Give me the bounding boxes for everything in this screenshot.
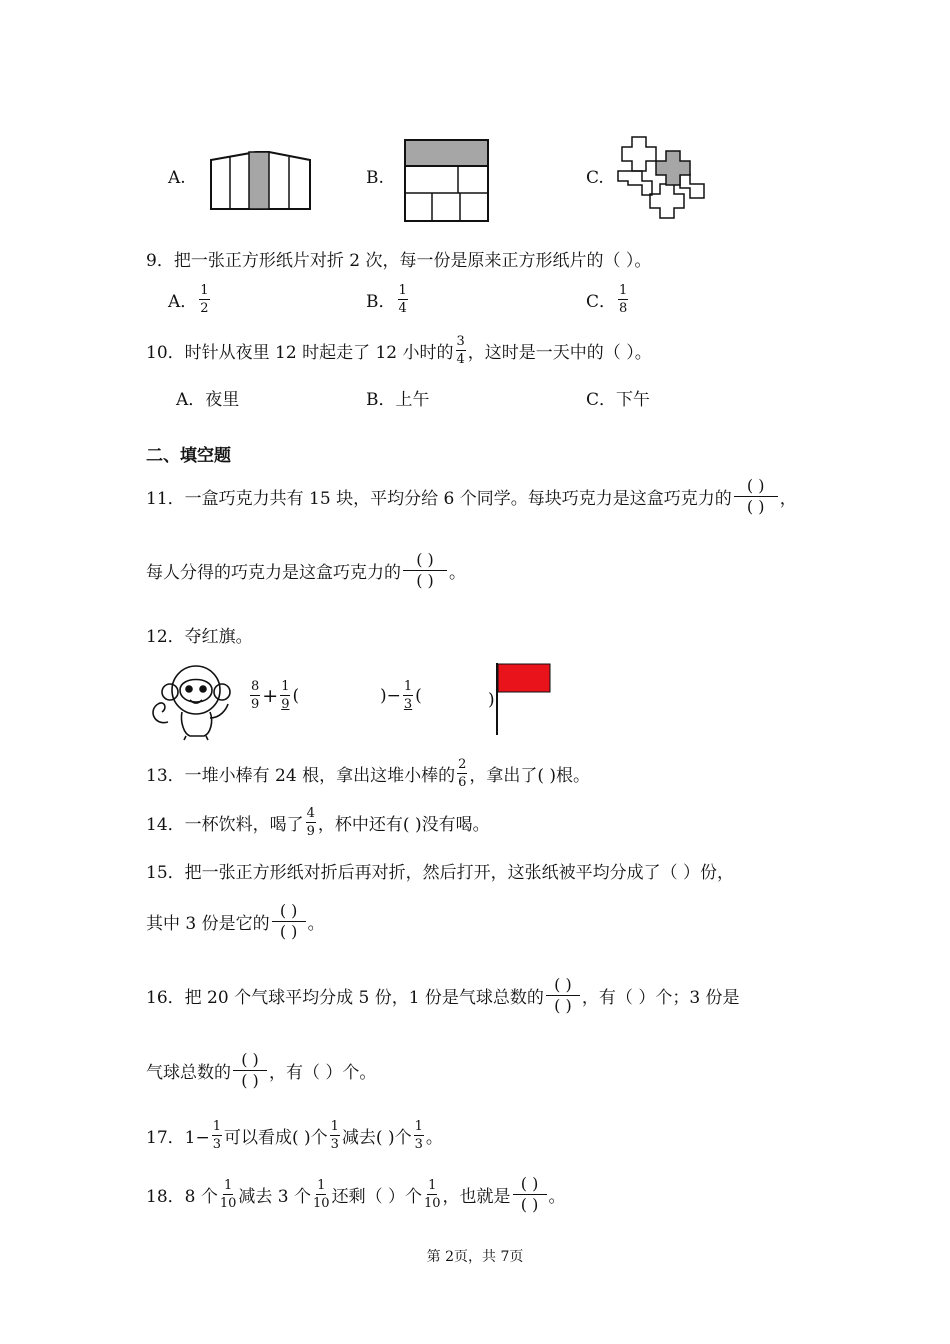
page-footer: 第 2页，共 7页 (426, 1249, 524, 1265)
question-16-line-2 (146, 1052, 376, 1089)
punctuation: 。 (449, 563, 466, 583)
q8-option-a-label: A. (168, 168, 186, 188)
question-10 (146, 335, 652, 366)
fraction-blank[interactable]: $\frac{( )}{( )}$ (272, 903, 306, 940)
fraction: $\frac{1}{4}$ (398, 283, 407, 316)
q18-text-5: 。 (548, 1187, 566, 1207)
minus-sign: − (386, 685, 401, 706)
section-heading: 二、填空题 (146, 446, 231, 466)
q12-equation-2 (380, 680, 422, 711)
fraction-blank[interactable]: $\frac{( )}{( )}$ (403, 552, 447, 589)
q9-option-b[interactable] (366, 284, 410, 315)
fraction: $\frac{1}{8}$ (619, 283, 628, 316)
q8-option-c-label: C. (586, 168, 604, 188)
q16-text-2-post: ，有（ ）个。 (269, 1063, 377, 1083)
q12-equation (248, 680, 299, 711)
q14-text-pre: 14．一杯饮料，喝了 (146, 815, 304, 835)
fraction: $\frac{1}{10}$ (313, 1178, 330, 1211)
q14-text-post: ，杯中还有( )没有喝。 (317, 815, 490, 835)
q9-option-a[interactable] (168, 284, 212, 315)
q18-text-1: 18．8 个 (146, 1187, 218, 1207)
paren-open: ( (292, 685, 300, 706)
q9-option-c[interactable] (586, 284, 630, 315)
question-17 (146, 1120, 443, 1151)
q8-option-b-label: B. (366, 168, 384, 188)
q8-figure-b (404, 139, 490, 223)
paren-close: ) (488, 690, 495, 710)
q10-text-post: ，这时是一天中的（ ）。 (467, 343, 652, 363)
q10-option-a[interactable]: A．夜里 (176, 390, 240, 410)
q8-figure-a (210, 150, 312, 212)
question-14 (146, 807, 490, 838)
question-16-line-1 (146, 977, 740, 1014)
fraction-blank[interactable]: $\frac{( )}{( )}$ (734, 478, 778, 515)
punctuation: ， (779, 489, 797, 509)
fraction-blank[interactable]: $\frac{( )}{( )}$ (233, 1052, 267, 1089)
fraction: $\frac{1}{3}$ (414, 1119, 423, 1152)
question-18 (146, 1176, 566, 1213)
red-flag-icon (496, 663, 552, 735)
q10-option-b[interactable]: B．上午 (366, 390, 430, 410)
paren-close: ) (380, 685, 387, 706)
q9-text: 9．把一张正方形纸片对折 2 次，每一份是原来正方形纸片的（ ）。 (146, 251, 652, 271)
punctuation: 。 (307, 914, 325, 934)
q8-figure-c (618, 136, 708, 224)
fraction: $\frac{1}{10}$ (219, 1178, 237, 1211)
q9-option-b-label: B． (366, 292, 396, 312)
fraction: $\frac{1}{10}$ (423, 1178, 441, 1211)
q18-text-3: 还剩（ ）个 (331, 1187, 422, 1207)
q16-text-2: 气球总数的 (146, 1063, 231, 1083)
question-15-line-1 (146, 858, 734, 883)
monkey-illustration (146, 660, 246, 740)
fraction: $\frac{4}{9}$ (306, 806, 315, 839)
question-13 (146, 758, 590, 789)
q15-text: 15．把一张正方形纸对折后再对折，然后打开，这张纸被平均分成了（ ）份， (146, 863, 735, 883)
fraction: $\frac{1}{3}$ (212, 1119, 221, 1152)
question-11-line-2 (146, 552, 466, 589)
fraction: $\frac{1}{3}$ (403, 679, 413, 712)
q17-text-2: 可以看成( )个 (223, 1128, 328, 1148)
q17-text-3: 减去( )个 (341, 1128, 412, 1148)
q9-option-c-label: C． (586, 292, 617, 312)
q17-text-4: 。 (425, 1128, 443, 1148)
q18-text-2: 减去 3 个 (238, 1187, 312, 1207)
q15-text-2: 其中 3 份是它的 (146, 914, 270, 934)
question-11-line-1 (146, 478, 797, 515)
q10-option-c[interactable]: C．下午 (586, 390, 651, 410)
q12-text: 12．夺红旗。 (146, 627, 253, 647)
q13-text-pre: 13．一堆小棒有 24 根，拿出这堆小棒的 (146, 766, 456, 786)
q13-text-post: ，拿出了( )根。 (469, 766, 591, 786)
q12-answer-blank-2[interactable] (422, 686, 488, 706)
q11-text-2: 每人分得的巧克力是这盒巧克力的 (146, 563, 401, 583)
paren-open: ( (415, 685, 422, 706)
fraction: $\frac{3}{4}$ (456, 334, 465, 367)
question-9 (146, 246, 651, 271)
q11-text: 11．一盒巧克力共有 15 块，平均分给 6 个同学。每块巧克力是这盒巧克力的 (146, 489, 732, 509)
q16-text: 16．把 20 个气球平均分成 5 份，1 份是气球总数的 (146, 988, 544, 1008)
q16-text-post: ，有（ ）个；3 份是 (581, 988, 740, 1008)
plus-sign: + (262, 684, 279, 707)
q10-text-pre: 10．时针从夜里 12 时起走了 12 小时的 (146, 343, 454, 363)
fraction: $\frac{2}{6}$ (458, 757, 467, 790)
q9-option-a-label: A． (168, 292, 198, 312)
fraction-blank[interactable]: $\frac{( )}{( )}$ (513, 1176, 547, 1213)
q12-answer-blank-1[interactable] (300, 686, 380, 706)
fraction: $\frac{8}{9}$ (251, 679, 260, 712)
fraction-blank[interactable]: $\frac{( )}{( )}$ (546, 977, 580, 1014)
q17-text-1: 17．1− (146, 1128, 210, 1148)
q18-text-4: ，也就是 (442, 1187, 511, 1207)
fraction: $\frac{1}{9}$ (281, 679, 290, 712)
fraction: $\frac{1}{3}$ (330, 1119, 339, 1152)
question-15-line-2 (146, 903, 325, 940)
fraction: $\frac{1}{2}$ (200, 283, 209, 316)
